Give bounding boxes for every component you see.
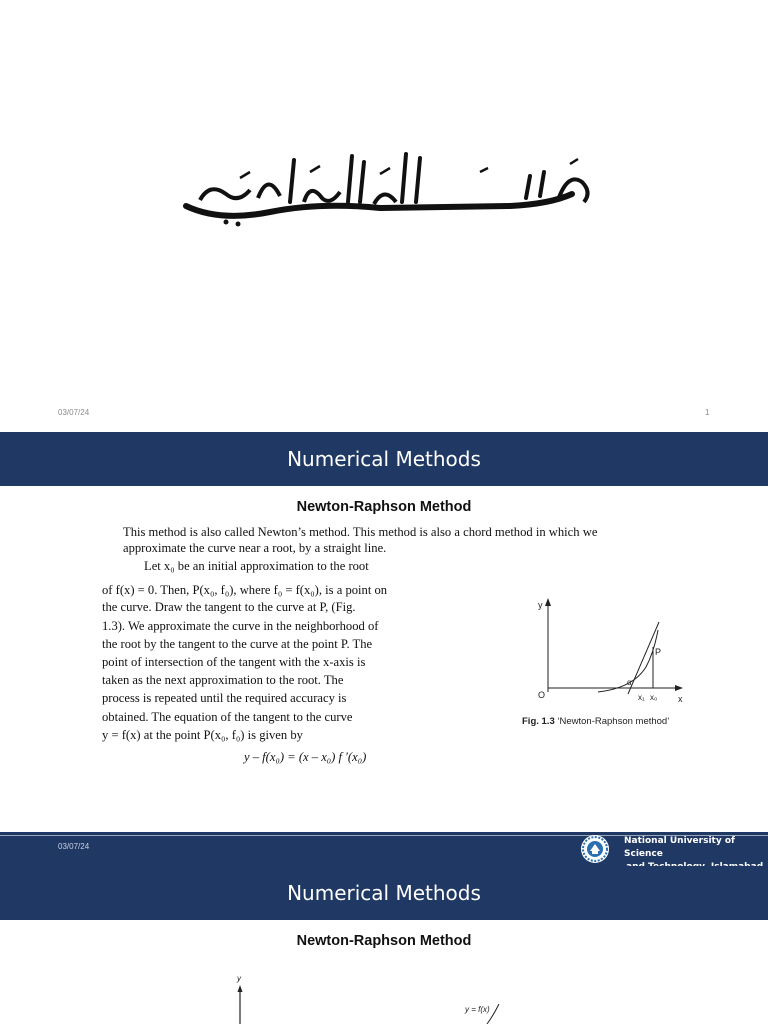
body-line-11: obtained. The equation of the tangent to the curve [102, 710, 353, 724]
slide-3 [0, 866, 768, 1024]
label-y: y [538, 600, 543, 610]
slide-date: 03/07/24 [58, 408, 90, 417]
label-x1: x₁ [638, 693, 645, 702]
label-x: x [678, 694, 683, 704]
slide3-figure [225, 970, 525, 1024]
body-line-4: of f(x) = 0. Then, P(x₀, f₀), where f₀ = f(x₀), is a point on [102, 583, 388, 597]
slide3-label-curve: y = f(x) [465, 1005, 490, 1014]
section-heading: Newton-Raphson Method [296, 499, 472, 515]
slide-2 [0, 432, 768, 866]
slide-title: Numerical Methods [0, 432, 768, 486]
tangent-equation: y – f(x₀) = (x – x₀) f ′(x₀) [244, 750, 367, 764]
body-line-2: approximate the curve near a root, by a straight line. [123, 541, 387, 555]
slide3-label-y: y [237, 974, 241, 983]
section-heading-3: Newton-Raphson Method [296, 933, 472, 949]
body-line-1: This method is also called Newton’s method. This method is also a chord method in which we [123, 525, 598, 539]
body-line-3: Let x₀ be an initial approximation to the root [144, 559, 369, 573]
slide-title-3: Numerical Methods [0, 866, 768, 920]
calligraphy-text: بِسْمِ اللهِ الرَّحْمٰنِ الرَّحِيْمِ [390, 182, 400, 183]
figure-caption-text: ‘Newton-Raphson method’ [554, 716, 670, 727]
label-x0: x₀ [650, 693, 658, 702]
body-line-9: taken as the next approximation to the root. The [102, 673, 344, 687]
label-alpha: α [627, 678, 632, 687]
label-origin: O [538, 690, 546, 700]
body-line-7: the root by the tangent to the curve at the point P. The [102, 637, 373, 651]
figure-caption [522, 716, 669, 727]
nust-logo-icon [580, 834, 610, 864]
footer-bar [0, 832, 768, 866]
slide-1 [0, 0, 768, 432]
body-line-12: y = f(x) at the point P(x₀, f₀) is given by [102, 728, 303, 742]
university-name-line-1: National University of Science [624, 836, 735, 859]
slide-number: 1 [705, 408, 710, 417]
x-axis-arrow-icon [675, 685, 683, 691]
newton-raphson-figure [528, 592, 693, 707]
body-line-5: the curve. Draw the tangent to the curve at P, (Fig. [102, 600, 356, 614]
body-line-6: 1.3). We approximate the curve in the neighborhood of [102, 619, 379, 633]
footer-date: 03/07/24 [58, 842, 90, 851]
body-line-8: point of intersection of the tangent with the x-axis is [102, 655, 366, 669]
tangent-line [628, 622, 662, 694]
slide3-y-axis-arrow-icon [238, 985, 243, 992]
body-line-10: process is repeated until the required accuracy is [102, 691, 347, 705]
figure-caption-number: Fig. 1.3 [522, 716, 555, 727]
bismillah-calligraphy [180, 142, 600, 232]
y-axis-arrow-icon [545, 598, 551, 606]
label-p: P [655, 647, 662, 657]
